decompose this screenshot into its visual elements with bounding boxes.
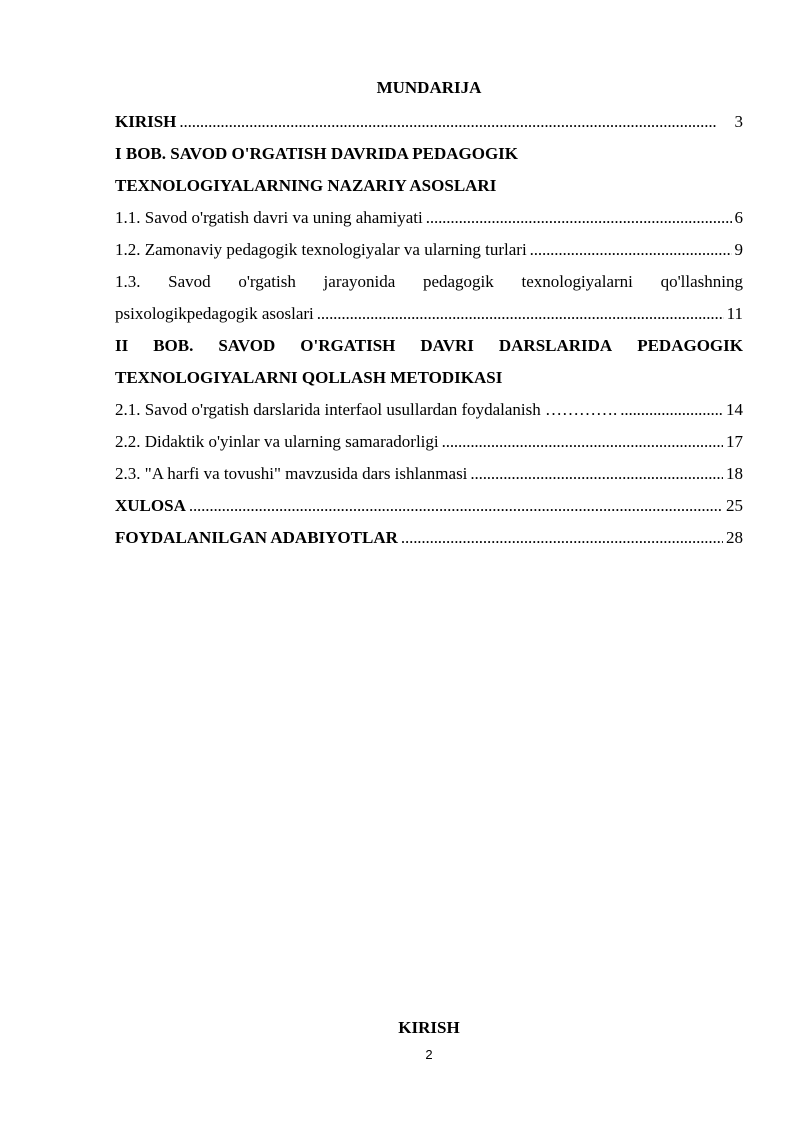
- toc-word: o'rgatish: [238, 272, 296, 291]
- table-of-contents: [115, 106, 743, 554]
- toc-entry-page: 9: [734, 240, 743, 259]
- toc-entry-page: 25: [726, 496, 743, 515]
- toc-entry-xulosa[interactable]: [115, 490, 743, 522]
- toc-entry-2-1[interactable]: [115, 394, 743, 426]
- dot-leader: [530, 234, 732, 266]
- toc-word: jarayonida: [323, 272, 396, 291]
- dot-leader: [620, 394, 723, 426]
- toc-entry-1-1[interactable]: [115, 202, 743, 234]
- toc-word: O'RGATISH: [300, 336, 396, 355]
- toc-word: 1.3.: [115, 272, 141, 291]
- toc-word: texnologiyalarni: [521, 272, 633, 291]
- toc-entry-page: 3: [734, 112, 743, 131]
- toc-chapter-2-line-1[interactable]: [115, 330, 743, 362]
- toc-entry-1-2[interactable]: [115, 234, 743, 266]
- toc-title: MUNDARIJA: [376, 78, 482, 97]
- toc-word: II: [115, 336, 129, 355]
- dot-leader: [426, 202, 732, 234]
- toc-word: BOB.: [153, 336, 194, 355]
- toc-chapter-1-line-2[interactable]: TEXNOLOGIYALARNING NAZARIY ASOSLARI: [115, 176, 497, 195]
- page-number: 2: [425, 1047, 433, 1062]
- toc-entry-label: FOYDALANILGAN ADABIYOTLAR: [115, 528, 398, 547]
- dot-leader: [401, 522, 723, 554]
- toc-entry-page: 6: [734, 208, 743, 227]
- dot-leader: [442, 426, 723, 458]
- dot-leader: [317, 298, 724, 330]
- dot-leader: [179, 106, 731, 138]
- toc-word: Savod: [168, 272, 211, 291]
- toc-entry-label: 2.2. Didaktik o'yinlar va ularning samaradorligi: [115, 432, 439, 451]
- dot-leader: [470, 458, 723, 490]
- toc-word: DAVRI: [420, 336, 474, 355]
- toc-word: qo'llashning: [660, 272, 743, 291]
- toc-word: DARSLARIDA: [498, 336, 613, 355]
- toc-entry-label: XULOSA: [115, 496, 186, 515]
- toc-entry-label: 1.2. Zamonaviy pedagogik texnologiyalar va ularning turlari: [115, 240, 527, 259]
- toc-entry-kirish[interactable]: [115, 106, 743, 138]
- toc-entry-2-3[interactable]: [115, 458, 743, 490]
- toc-chapter-1-line-1[interactable]: I BOB. SAVOD O'RGATISH DAVRIDA PEDAGOGIK: [115, 144, 519, 163]
- toc-entry-2-2[interactable]: [115, 426, 743, 458]
- toc-word: SAVOD: [218, 336, 276, 355]
- toc-entry-page: 14: [726, 400, 743, 419]
- toc-entry-page: 18: [726, 464, 743, 483]
- toc-entry-label: 2.1. Savod o'rgatish darslarida interfaol usullardan foydalanish ………….: [115, 400, 618, 419]
- toc-entry-label: KIRISH: [115, 112, 177, 131]
- toc-entry-page: 17: [726, 432, 743, 451]
- toc-entry-label: 1.1. Savod o'rgatish davri va uning ahamiyati: [115, 208, 423, 227]
- next-section-heading: KIRISH: [398, 1018, 460, 1037]
- toc-entry-1-3-line-1[interactable]: [115, 266, 743, 298]
- toc-word: pedagogik: [422, 272, 494, 291]
- toc-entry-1-3-line-2[interactable]: [115, 298, 743, 330]
- dot-leader: [189, 490, 723, 522]
- toc-entry-adabiyotlar[interactable]: [115, 522, 743, 554]
- toc-entry-page: 28: [726, 528, 743, 547]
- toc-entry-label: psixologikpedagogik asoslari: [115, 304, 314, 323]
- toc-entry-page: 11: [726, 304, 743, 323]
- toc-chapter-2-line-2[interactable]: TEXNOLOGIYALARNI QOLLASH METODIKASI: [115, 368, 503, 387]
- toc-word: PEDAGOGIK: [637, 336, 743, 355]
- toc-entry-label: 2.3. "A harfi va tovushi" mavzusida dars ishlanmasi: [115, 464, 468, 483]
